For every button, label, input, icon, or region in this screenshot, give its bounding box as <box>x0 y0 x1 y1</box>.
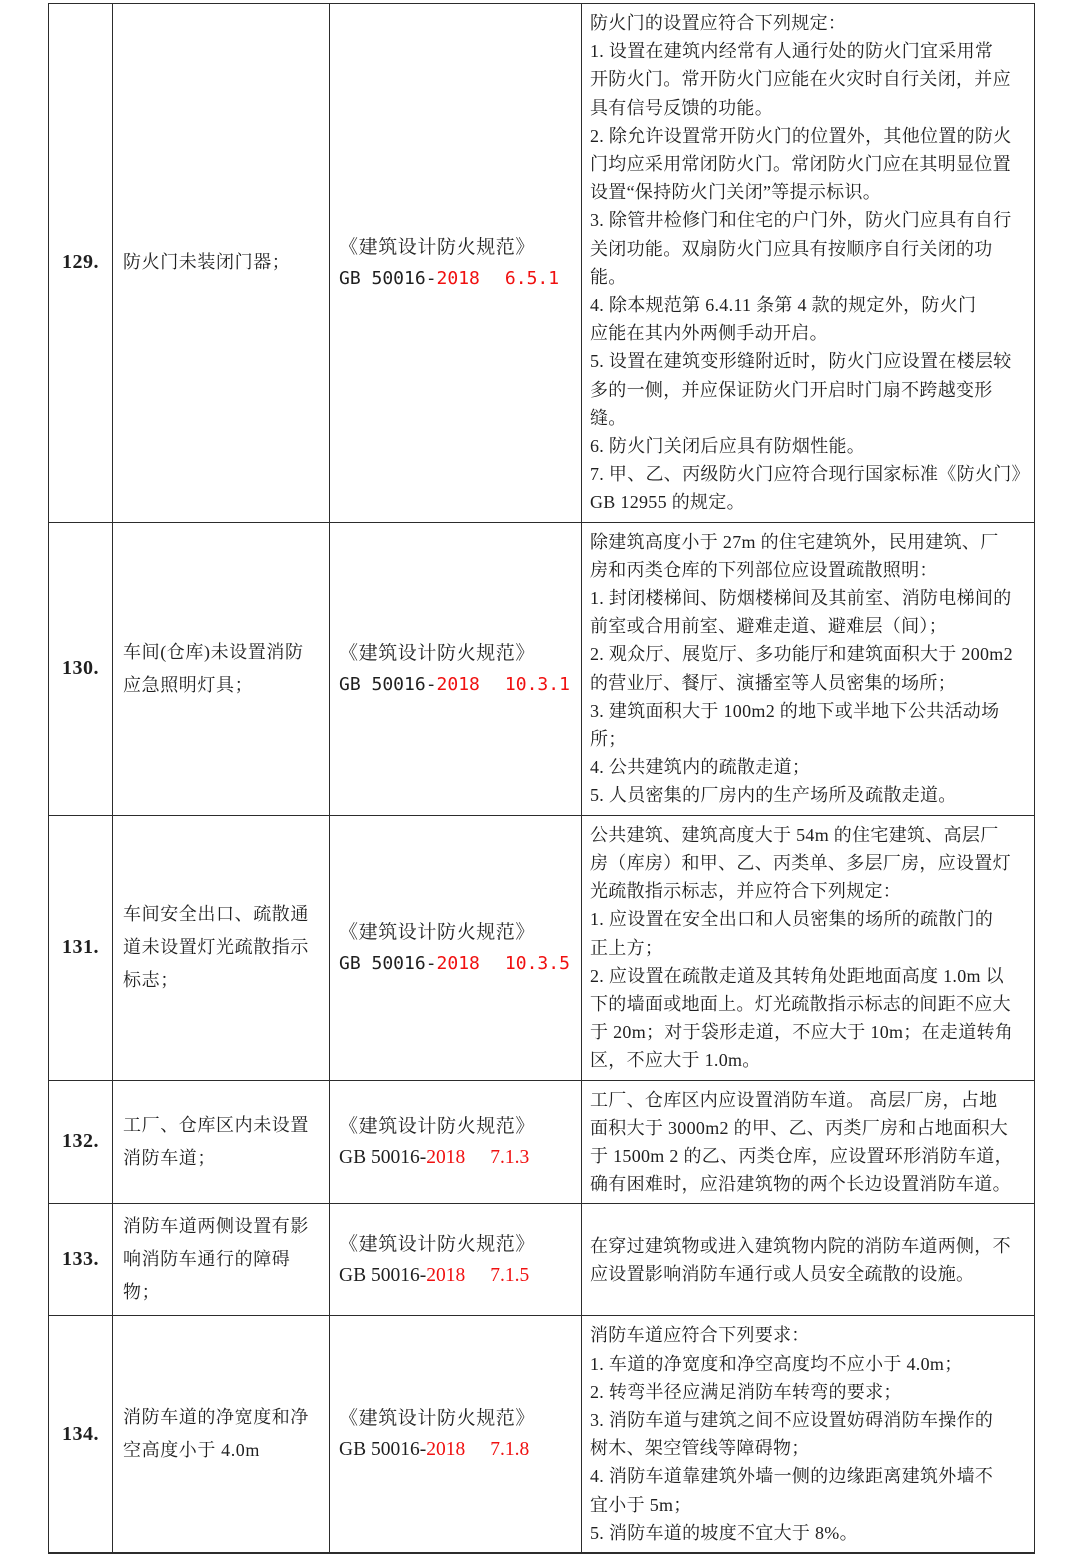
text-line: 面积大于 3000m2 的甲、乙、丙类厂房和占地面积大 <box>590 1117 1009 1138</box>
row-number-cell <box>49 1081 113 1204</box>
text-line: 物； <box>123 1282 161 1303</box>
text-line: 3. 建筑面积大于 100m2 的地下或半地下公共活动场 <box>590 700 1000 721</box>
standard-code-year: 2018 <box>436 267 480 289</box>
standard-code-number: GB 50016- <box>339 1146 427 1168</box>
text-line: 在穿过建筑物或进入建筑物内院的消防车道两侧，不 <box>590 1235 1011 1256</box>
standard-code-number: GB 50016- <box>339 1264 427 1286</box>
text-line: 消防车道； <box>123 1147 216 1168</box>
requirement-text <box>590 821 1030 1075</box>
text-line: 消防车道两侧设置有影 <box>123 1216 309 1237</box>
row-number-cell <box>49 1204 113 1315</box>
requirement-cell <box>582 1204 1034 1315</box>
text-line: 标志； <box>123 970 179 991</box>
text-line: 3. 除管井检修门和住宅的户门外，防火门应具有自行 <box>590 210 1012 231</box>
text-line: 工厂、仓库区内未设置 <box>123 1114 309 1135</box>
text-line: 缝。 <box>590 407 627 428</box>
text-line: 下的墙面或地面上。灯光疏散指示标志的间距不应大 <box>590 993 1011 1014</box>
issue-cell <box>113 816 330 1080</box>
text-line: 于 1500m 2 的乙、丙类仓库，应设置环形消防车道， <box>590 1145 1013 1166</box>
text-line: 4. 消防车道靠建筑外墙一侧的边缘距离建筑外墙不 <box>590 1466 994 1487</box>
row-number: 134. <box>62 1422 99 1445</box>
standard-section: 7.1.5 <box>490 1264 530 1286</box>
table-row <box>49 1316 1034 1552</box>
text-line: 5. 消防车道的坡度不宜大于 8%。 <box>590 1522 858 1543</box>
standard-code-number: GB 50016- <box>339 1439 427 1461</box>
standard-section: 7.1.3 <box>490 1146 530 1168</box>
text-line: 能。 <box>590 266 627 287</box>
row-number-cell <box>49 1316 113 1552</box>
requirement-text <box>590 1321 1030 1547</box>
table-row <box>49 4 1034 523</box>
text-line: 防火门未装闭门器； <box>123 252 291 273</box>
requirement-cell <box>582 4 1034 522</box>
text-line: 正上方； <box>590 937 664 958</box>
issue-text <box>123 246 323 279</box>
standard-code-year: 2018 <box>436 673 480 695</box>
standard-code-number: GB 50016- <box>339 952 437 974</box>
text-line: 空高度小于 4.0m <box>123 1440 261 1461</box>
issue-text <box>123 1401 323 1467</box>
text-line: 1. 应设置在安全出口和人员密集的场所的疏散门的 <box>590 909 994 930</box>
text-line: 光疏散指示标志，并应符合下列规定： <box>590 881 902 902</box>
standard-code-number: GB 50016- <box>339 673 437 695</box>
issue-cell <box>113 1204 330 1315</box>
text-line: 宜小于 5m； <box>590 1494 692 1515</box>
text-line: 应能在其内外两侧手动开启。 <box>590 323 828 344</box>
issue-text <box>123 1210 323 1309</box>
standard-code-number: GB 50016- <box>339 267 437 289</box>
standard-code <box>339 669 577 700</box>
standard-code <box>339 263 577 294</box>
text-line: 消防车道应符合下列要求： <box>590 1325 810 1346</box>
text-line: 1. 设置在建筑内经常有人通行处的防火门宜采用常 <box>590 41 994 62</box>
standard-code-year: 2018 <box>426 1439 466 1461</box>
requirement-text <box>590 1232 1030 1288</box>
text-line: 4. 除本规范第 6.4.11 条第 4 款的规定外，防火门 <box>590 295 977 316</box>
text-line: 2. 观众厅、展览厅、多功能厅和建筑面积大于 200m2 <box>590 644 1013 665</box>
issue-cell <box>113 523 330 815</box>
text-line: 关闭功能。双扇防火门应具有按顺序自行关闭的功 <box>590 238 993 259</box>
text-line: 车间(仓库)未设置消防 <box>123 641 304 662</box>
text-line: 1. 车道的净宽度和净空高度均不应小于 4.0m； <box>590 1353 963 1374</box>
standard-code <box>339 1142 577 1173</box>
standard-cell <box>330 4 582 522</box>
row-number-cell <box>49 816 113 1080</box>
standard-cell <box>330 1081 582 1204</box>
standard-section: 10.3.1 <box>504 673 570 695</box>
requirement-text <box>590 9 1030 517</box>
text-line: 6. 防火门关闭后应具有防烟性能。 <box>590 436 866 457</box>
standard-section: 10.3.5 <box>504 952 570 974</box>
text-line: 3. 消防车道与建筑之间不应设置妨碍消防车操作的 <box>590 1409 994 1430</box>
text-line: 于 20m；对于袋形走道，不应大于 10m；在走道转角 <box>590 1022 1014 1043</box>
standard-code <box>339 1434 577 1465</box>
text-line: GB 12955 的规定。 <box>590 492 745 513</box>
standard-cell <box>330 1316 582 1552</box>
table-row <box>49 523 1034 816</box>
text-line: 2. 除允许设置常开防火门的位置外，其他位置的防火 <box>590 125 1012 146</box>
standard-code <box>339 1260 577 1291</box>
standard-title: 《建筑设计防火规范》 <box>339 1115 536 1137</box>
issue-text <box>123 898 323 997</box>
text-line: 1. 封闭楼梯间、防烟楼梯间及其前室、消防电梯间的 <box>590 588 1012 609</box>
issue-text <box>123 1109 323 1175</box>
regulation-table <box>48 3 1035 1554</box>
text-line: 响消防车通行的障碍 <box>123 1249 291 1270</box>
text-line: 道未设置灯光疏散指示 <box>123 937 309 958</box>
text-line: 车间安全出口、疏散通 <box>123 904 309 925</box>
row-number: 130. <box>62 657 99 680</box>
text-line: 7. 甲、乙、丙级防火门应符合现行国家标准《防火门》 <box>590 464 1030 485</box>
text-line: 除建筑高度小于 27m 的住宅建筑外，民用建筑、厂 <box>590 531 999 552</box>
requirement-text <box>590 1086 1030 1199</box>
standard-code <box>339 948 577 979</box>
row-number: 131. <box>62 936 99 959</box>
table-row <box>49 1204 1034 1316</box>
standard-section: 6.5.1 <box>504 267 560 289</box>
text-line: 房和丙类仓库的下列部位应设置疏散照明： <box>590 559 938 580</box>
table-row <box>49 1081 1034 1205</box>
text-line: 区，不应大于 1.0m。 <box>590 1050 761 1071</box>
standard-title: 《建筑设计防火规范》 <box>339 1408 536 1430</box>
text-line: 树木、架空管线等障碍物； <box>590 1438 810 1459</box>
text-line: 5. 设置在建筑变形缝附近时，防火门应设置在楼层较 <box>590 351 1012 372</box>
row-number-cell <box>49 4 113 522</box>
row-number: 133. <box>62 1248 99 1271</box>
standard-title: 《建筑设计防火规范》 <box>339 921 536 943</box>
standard-title: 《建筑设计防火规范》 <box>339 1233 536 1255</box>
standard-cell <box>330 523 582 815</box>
issue-text <box>123 636 323 702</box>
text-line: 消防车道的净宽度和净 <box>123 1407 309 1428</box>
issue-cell <box>113 1316 330 1552</box>
requirement-cell <box>582 1081 1034 1204</box>
text-line: 应设置影响消防车通行或人员安全疏散的设施。 <box>590 1263 975 1284</box>
standard-code-year: 2018 <box>426 1264 466 1286</box>
text-line: 门均应采用常闭防火门。常闭防火门应在其明显位置 <box>590 154 1011 175</box>
text-line: 具有信号反馈的功能。 <box>590 97 773 118</box>
standard-title: 《建筑设计防火规范》 <box>339 236 536 258</box>
text-line: 确有困难时，应沿建筑物的两个长边设置消防车道。 <box>590 1174 1011 1195</box>
table-row <box>49 816 1034 1081</box>
text-line: 防火门的设置应符合下列规定： <box>590 13 847 33</box>
text-line: 的营业厅、餐厅、演播室等人员密集的场所； <box>590 672 956 693</box>
requirement-cell <box>582 816 1034 1080</box>
standard-cell <box>330 1204 582 1315</box>
text-line: 应急照明灯具； <box>123 674 254 695</box>
row-number: 129. <box>62 251 99 274</box>
text-line: 设置“保持防火门关闭”等提示标识。 <box>590 182 882 203</box>
text-line: 公共建筑、建筑高度大于 54m 的住宅建筑、高层厂 <box>590 824 999 845</box>
requirement-cell <box>582 523 1034 815</box>
standard-section: 7.1.8 <box>490 1439 530 1461</box>
standard-code-year: 2018 <box>436 952 480 974</box>
text-line: 多的一侧，并应保证防火门开启时门扇不跨越变形 <box>590 379 993 400</box>
text-line: 2. 应设置在疏散走道及其转角处距地面高度 1.0m 以 <box>590 965 1004 986</box>
text-line: 2. 转弯半径应满足消防车转弯的要求； <box>590 1381 902 1402</box>
standard-cell <box>330 816 582 1080</box>
text-line: 5. 人员密集的厂房内的生产场所及疏散走道。 <box>590 785 957 806</box>
requirement-text <box>590 528 1030 810</box>
text-line: 前室或合用前室、避难走道、避难层（间）； <box>590 616 947 637</box>
standard-code-year: 2018 <box>426 1146 466 1168</box>
requirement-cell <box>582 1316 1034 1552</box>
standard-title: 《建筑设计防火规范》 <box>339 642 536 664</box>
text-line: 工厂、仓库区内应设置消防车道。 高层厂房，占地 <box>590 1089 998 1110</box>
row-number-cell <box>49 523 113 815</box>
text-line: 所； <box>590 729 627 750</box>
issue-cell <box>113 1081 330 1204</box>
issue-cell <box>113 4 330 522</box>
text-line: 4. 公共建筑内的疏散走道； <box>590 757 811 778</box>
text-line: 开防火门。常开防火门应能在火灾时自行关闭，并应 <box>590 69 1011 90</box>
text-line: 房（库房）和甲、乙、丙类单、多层厂房，应设置灯 <box>590 852 1011 873</box>
row-number: 132. <box>62 1130 99 1153</box>
